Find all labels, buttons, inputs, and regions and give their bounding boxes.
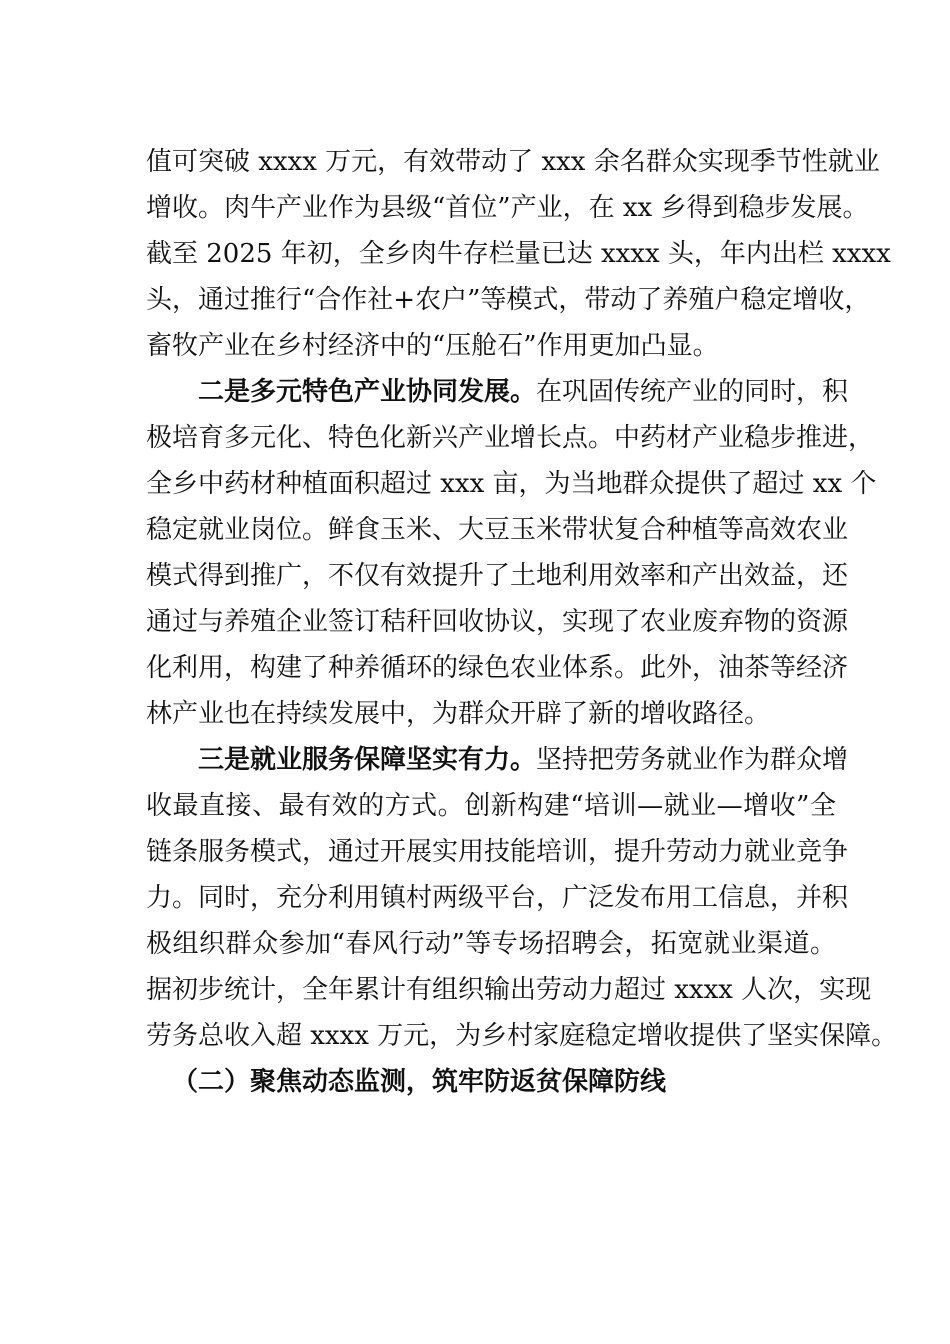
paragraph-2-line-3: 全乡中药材种植面积超过 xxx 亩，为当地群众提供了超过 xx 个 <box>146 469 877 499</box>
paragraph-2-line-1 <box>198 370 849 414</box>
paragraph-3-line-5: 极组织群众参加“春风行动”等专场招聘会，拓宽就业渠道。 <box>146 929 836 959</box>
paragraph-2-line-5: 模式得到推广，不仅有效提升了土地利用效率和产出效益，还 <box>146 561 849 591</box>
paragraph-2-line-4: 稳定就业岗位。鲜食玉米、大豆玉米带状复合种植等高效农业 <box>146 515 849 545</box>
paragraph-2-line-6: 通过与养殖企业签订秸秆回收协议，实现了农业废弃物的资源 <box>146 607 849 637</box>
paragraph-1-line-4: 头，通过推行“合作社+农户”等模式，带动了养殖户稳定增收， <box>146 285 871 315</box>
section-heading: （二）聚焦动态监测，筑牢防返贫保障防线 <box>172 1067 667 1097</box>
paragraph-3-first-line-rest: 坚持把劳务就业作为群众增 <box>536 745 849 775</box>
paragraph-3-line-7: 劳务总收入超 xxxx 万元，为乡村家庭稳定增收提供了坚实保障。 <box>146 1021 898 1051</box>
paragraph-1-line-1: 值可突破 xxxx 万元，有效带动了 xxx 余名群众实现季节性就业 <box>146 147 880 177</box>
paragraph-3-line-4: 力。同时，充分利用镇村两级平台，广泛发布用工信息，并积 <box>146 883 849 913</box>
paragraph-2-line-2: 极培育多元化、特色化新兴产业增长点。中药材产业稳步推进， <box>146 423 875 453</box>
paragraph-2-first-line-rest: 在巩固传统产业的同时，积 <box>536 377 849 407</box>
paragraph-2-line-8: 林产业也在持续发展中，为群众开辟了新的增收路径。 <box>146 699 771 729</box>
paragraph-1-line-2: 增收。肉牛产业作为县级“首位”产业，在 xx 乡得到稳步发展。 <box>146 193 869 223</box>
paragraph-3-line-2: 收最直接、最有效的方式。创新构建“培训—就业—增收”全 <box>146 791 836 821</box>
paragraph-3-lead: 三是就业服务保障坚实有力。 <box>198 745 537 775</box>
paragraph-2-line-7: 化利用，构建了种养循环的绿色农业体系。此外，油茶等经济 <box>146 653 849 683</box>
paragraph-3-line-1 <box>198 738 849 782</box>
paragraph-3-line-3: 链条服务模式，通过开展实用技能培训，提升劳动力就业竞争 <box>146 837 849 867</box>
paragraph-2-lead: 二是多元特色产业协同发展。 <box>198 377 537 407</box>
paragraph-1-line-5: 畜牧产业在乡村经济中的“压舱石”作用更加凸显。 <box>146 331 719 361</box>
paragraph-1-line-3: 截至 2025 年初，全乡肉牛存栏量已达 xxxx 头，年内出栏 xxxx <box>146 239 891 269</box>
paragraph-3-line-6: 据初步统计，全年累计有组织输出劳动力超过 xxxx 人次，实现 <box>146 975 872 1005</box>
